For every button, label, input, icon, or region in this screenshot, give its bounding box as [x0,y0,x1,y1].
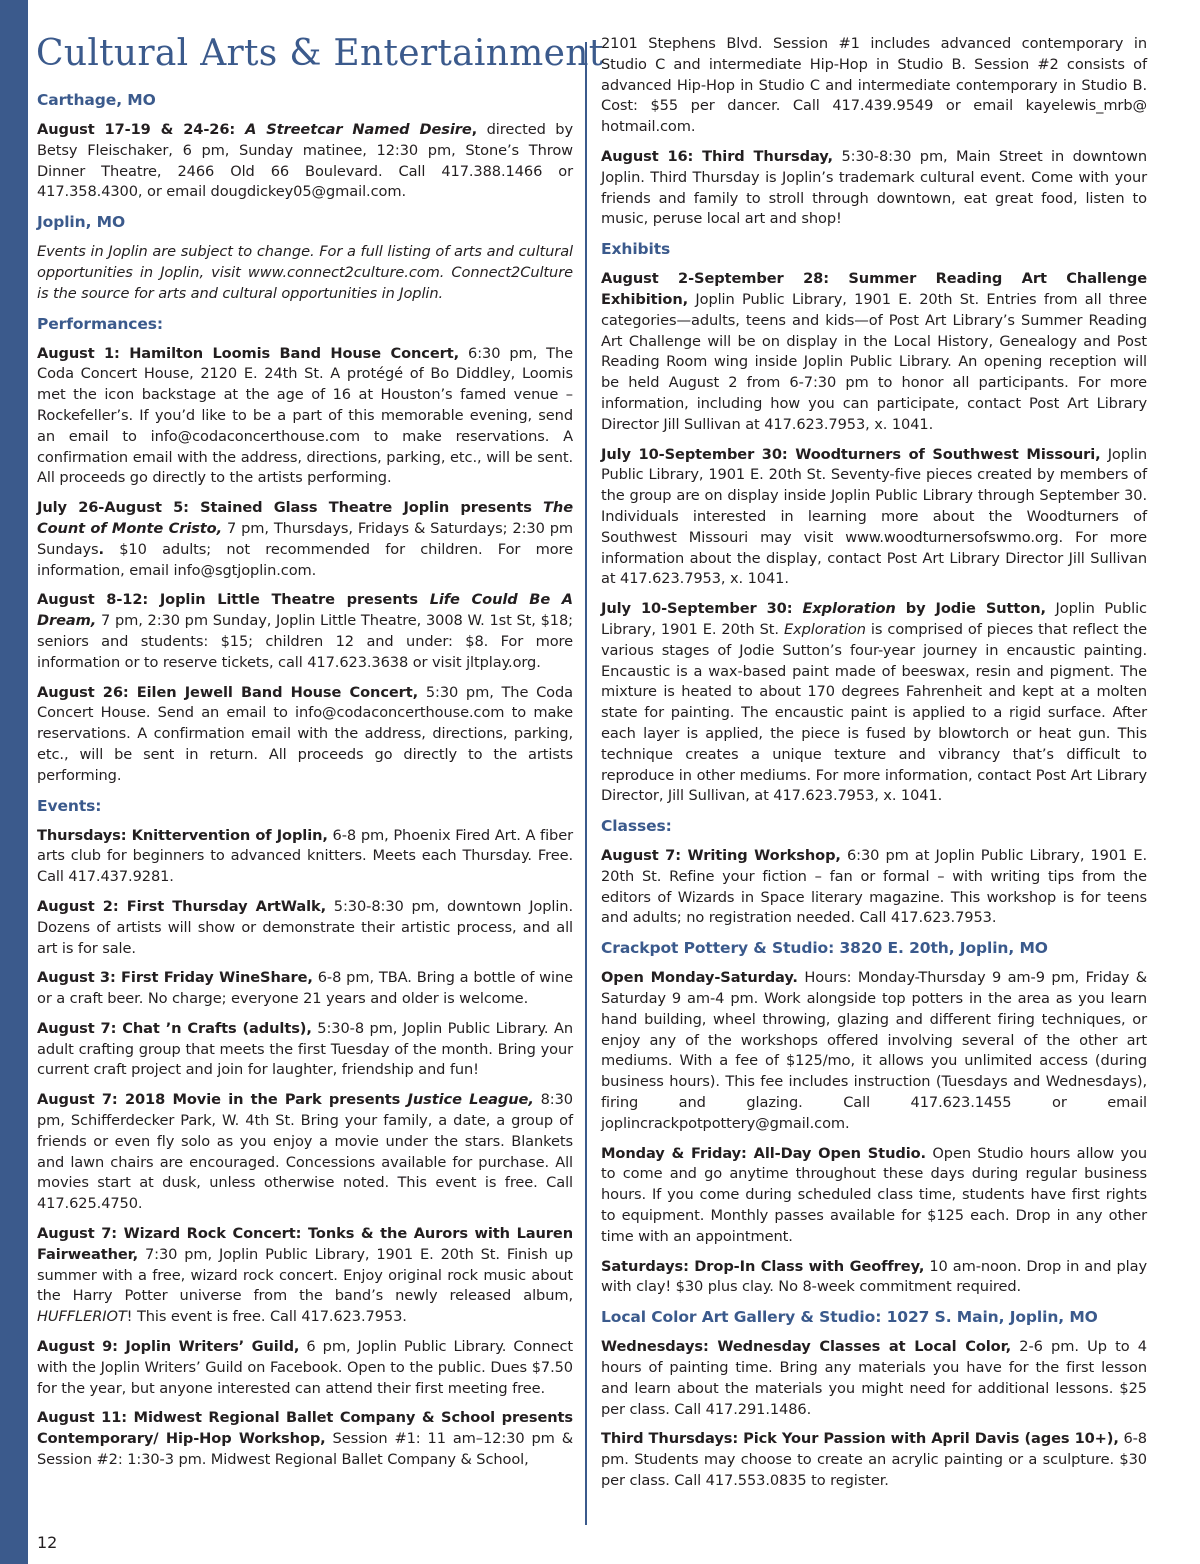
listing-third-thursday: August 16: Third Thursday, 5:30-8:30 pm, Main Street in downtown Joplin. Third Thursday is Joplin’s trademark cultural event. Come with your friends and family to stroll through downtown, eat great food, listen to music, peruse local art and shop! [601,147,1147,228]
listing-pick-your-passion: Third Thursdays: Pick Your Passion with April Davis (ages 10+), 6-8 pm. Students may choose to create an acrylic painting or a sculpture. $30 per class. Call 417.553.0835 to register. [601,1430,1147,1490]
listing-drop-in-class: Saturdays: Drop-In Class with Geoffrey, 10 am-noon. Drop in and play with clay! $30 plus clay. No 8-week commitment required. [601,1257,1147,1296]
listing-chat-n-crafts: August 7: Chat ’n Crafts (adults), 5:30-8 pm, Joplin Public Library. An adult crafting group that meets the first Tuesday of the month. Bring your current craft project and join for laughter, friendship and fun! [37,1019,573,1079]
listing-summer-reading: August 2-September 28: Summer Reading Art Challenge Exhibition, Joplin Public Library, 1901 E. 20th St. Entries from all three categories—adults, teens and kids—of Post Art Library’s Summer Reading Art Challenge will be on display in the Local History, Genealogy and Post Reading Room wing inside Joplin Public Library. An opening reception will be held August 2 from 6-7:30 pm to honor all participants. For more information, including how you can participate, contact Post Art Library Director Jill Sullivan at 417.623.7953, x. 1041. [601,270,1147,433]
left-column [37,90,573,1480]
listing-knittervention: Thursdays: Knittervention of Joplin, 6-8 pm, Phoenix Fired Art. A fiber arts club for beginners to advanced knitters. Meets each Thursday. Free. Call 417.437.9281. [37,826,573,886]
section-heading-exhibits: Exhibits [601,240,671,259]
page-number: 12 [37,1533,58,1552]
listing-life-could-be-a-dream: August 8-12: Joplin Little Theatre presents Life Could Be A Dream, 7 pm, 2:30 pm Sunday, Joplin Little Theatre, 3008 W. 1st St, $18; seniors and students: $15; children 12 and under: $8. For more information or to reserve tickets, call 417.623.3638 or visit jltplay.org. [37,591,573,671]
section-heading-events: Events: [37,796,102,815]
listing-movie-in-the-park: August 7: 2018 Movie in the Park presents Justice League, 8:30 pm, Schifferdecker Park, W. 4th St. Bring your family, a date, a group of friends or even fly solo as you enjoy a movie under the stars. Blankets and lawn chairs are encouraged. Concessions available for purchase. All movies start at dusk, unless otherwise noted. This event is free. Call 417.625.4750. [37,1091,573,1213]
listing-artwalk: August 2: First Thursday ArtWalk, 5:30-8:30 pm, downtown Joplin. Dozens of artists will show or demonstrate their artistic process, and all art is for sale. [37,897,573,957]
listing-ballet-workshop-continued: 2101 Stephens Blvd. Session #1 includes advanced contemporary in Studio C and intermediate Hip-Hop in Studio B. Session #2 consists of advanced Hip-Hop in Studio C and intermediate contemporary in Studio B. Cost: $55 per dancer. Call 417.439.9549 or email kayelewis_mrb@ hotmail.com. [601,35,1147,136]
listing-wednesday-classes: Wednesdays: Wednesday Classes at Local Color, 2-6 pm. Up to 4 hours of painting time. Bring any materials you have for the first lesson and learn about the materials you might need for additional lessons. $25 per class. Call 417.291.1486. [601,1338,1147,1418]
listing-writing-workshop: August 7: Writing Workshop, 6:30 pm at Joplin Public Library, 1901 E. 20th St. Refine your fiction – fan or formal – with writing tips from the editors of Wizards in Space literary magazine. This workshop is for teens and adults; no registration needed. Call 417.623.7953. [601,847,1147,927]
section-heading-performances: Performances: [37,314,164,333]
section-heading-joplin: Joplin, MO [37,213,126,232]
column-divider [585,42,587,1525]
listing-monte-cristo: July 26-August 5: Stained Glass Theatre Joplin presents The Count of Monte Cristo, 7 pm, Thursdays, Fridays & Saturdays; 2:30 pm Sundays. $10 adults; not recommended for children. For more information, email info@sgtjoplin.com. [37,499,573,579]
page-title: Cultural Arts & Entertainment [36,33,604,74]
listing-all-day-open-studio: Monday & Friday: All-Day Open Studio. Open Studio hours allow you to come and go anytime throughout these days during regular business hours. If you come during scheduled class time, students have first rights to equipment. Monthly passes available for $125 each. Drop in any other time with an appointment. [601,1144,1148,1245]
section-heading-local-color: Local Color Art Gallery & Studio: 1027 S. Main, Joplin, MO [601,1308,1098,1327]
listing-loomis: August 1: Hamilton Loomis Band House Concert, 6:30 pm, The Coda Concert House, 2120 E. 24th St. A protégé of Bo Diddley, Loomis met the icon backstage at the age of 16 at Houston’s famed venue – Rockefeller’s. If you’d like to be a part of this memorable evening, send an email to info@codaconcerthouse.com to make reservations. A confirmation email with the address, directions, parking, etc., will be sent. All proceeds go directly to the artists performing. [37,344,573,487]
left-accent-bar [0,0,28,1564]
section-heading-carthage: Carthage, MO [37,91,156,109]
listing-ballet-workshop: August 11: Midwest Regional Ballet Company & School presents Contemporary/ Hip-Hop Workshop, Session #1: 11 am–12:30 pm & Session #2: 1:30-3 pm. Midwest Regional Ballet Company & School, [37,1409,573,1469]
listing-wineshare: August 3: First Friday WineShare, 6-8 pm, TBA. Bring a bottle of wine or a craft beer. No charge; everyone 21 years and older is welcome. [37,969,573,1008]
listing-writers-guild: August 9: Joplin Writers’ Guild, 6 pm, Joplin Public Library. Connect with the Joplin Writers’ Guild on Facebook. Open to the public. Dues $7.50 for the year, but anyone interested can attend their first meeting free. [37,1338,573,1397]
listing-woodturners: July 10-September 30: Woodturners of Southwest Missouri, Joplin Public Library, 1901 E. 20th St. Seventy-five pieces created by members of the group are on display inside Joplin Public Library through September 30. Individuals interested in learning more about the Woodturners of Southwest Missouri may visit www.woodturnersofswmo.org. For more information about the display, contact Post Art Library Director Jill Sullivan at 417.623.7953, x. 1041. [601,445,1147,588]
listing-eilen-jewell: August 26: Eilen Jewell Band House Concert, 5:30 pm, The Coda Concert House. Send an email to info@codaconcerthouse.com to make reservations. A confirmation email with the address, directions, parking, etc., will be sent in return. All proceeds go directly to the artists performing. [37,683,573,784]
right-column [601,34,1147,1501]
listing-open-monday-saturday: Open Monday-Saturday. Hours: Monday-Thursday 9 am-9 pm, Friday & Saturday 9 am-4 pm. Work alongside top potters in the area as you learn hand building, wheel throwing, glazing and different firing techniques, or enjoy any of the workshops offered involving several of the other art mediums. With a fee of $125/mo, it allows you unlimited access (during business hours). This fee includes instruction (Tuesdays and Wednesdays), firing and glazing. Call 417.623.1455 or email joplincrackpotpottery@gmail.com. [601,969,1147,1132]
listing-wizard-rock: August 7: Wizard Rock Concert: Tonks & the Aurors with Lauren Fairweather, 7:30 pm, Joplin Public Library, 1901 E. 20th St. Finish up summer with a free, wizard rock concert. Enjoy original rock music about the Harry Potter universe from the band’s newly released album, HUFFLERIOT! This event is free. Call 417.623.7953. [37,1225,573,1326]
listing-exploration: July 10-September 30: Exploration by Jodie Sutton, Joplin Public Library, 1901 E. 20th St. Exploration is comprised of pieces that reflect the various stages of Jodie Sutton’s four-year journey in encaustic painting. Encaustic is a wax-based paint made of beeswax, resin and pigment. The mixture is heated to about 170 degrees Fahrenheit and kept at a molten state for painting. The encaustic paint is applied to a rigid surface. After each layer is applied, the piece is fused by blowtorch or heat gun. This technique creates a unique texture and vibrancy that’s difficult to reproduce in other mediums. For more information, contact Post Art Library Director, Jill Sullivan, at 417.623.7953, x. 1041. [601,600,1148,805]
section-heading-crackpot-pottery: Crackpot Pottery & Studio: 3820 E. 20th, Joplin, MO [601,939,1048,958]
joplin-note: Events in Joplin are subject to change. For a full listing of arts and cultural opportunities in Joplin, visit www.connect2culture.com. Connect2Culture is the source for arts and cultural opportunities in Joplin. [37,243,573,302]
section-heading-classes: Classes: [601,817,672,836]
listing-streetcar: August 17-19 & 24-26: A Streetcar Named Desire, directed by Betsy Fleischaker, 6 pm, Sunday matinee, 12:30 pm, Stone’s Throw Dinner Theatre, 2466 Old 66 Boulevard. Call 417.388.1466 or 417.358.4300, or email dougdickey05@gmail.com. [37,121,573,201]
